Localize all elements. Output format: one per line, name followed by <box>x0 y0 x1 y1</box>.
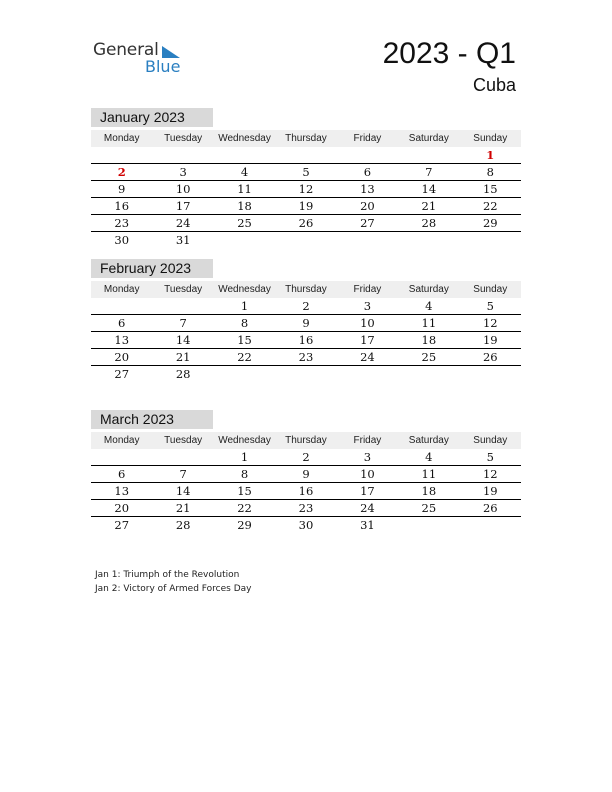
week-row <box>91 500 521 517</box>
day-cell: 6 <box>337 164 398 181</box>
day-cell: 23 <box>275 500 336 517</box>
day-cell <box>152 298 213 315</box>
day-cell: 7 <box>398 164 459 181</box>
week-row <box>91 517 521 534</box>
day-cell: 4 <box>214 164 275 181</box>
day-cell: 4 <box>398 449 459 466</box>
day-cell <box>152 147 213 164</box>
day-cell <box>460 517 521 534</box>
day-cell <box>460 366 521 383</box>
day-cell <box>214 147 275 164</box>
week-row <box>91 449 521 466</box>
weekday-header: Sunday <box>460 130 521 147</box>
weekday-header: Sunday <box>460 432 521 449</box>
day-cell <box>91 298 152 315</box>
day-cell: 22 <box>214 349 275 366</box>
weekday-header: Saturday <box>398 130 459 147</box>
day-cell: 12 <box>460 466 521 483</box>
day-cell <box>398 232 459 249</box>
day-cell: 27 <box>337 215 398 232</box>
day-cell: 9 <box>275 466 336 483</box>
day-cell: 16 <box>275 483 336 500</box>
day-cell: 19 <box>460 483 521 500</box>
weekday-header: Thursday <box>275 130 336 147</box>
day-cell <box>398 517 459 534</box>
day-cell: 17 <box>337 332 398 349</box>
week-row <box>91 181 521 198</box>
day-cell <box>152 449 213 466</box>
day-cell: 15 <box>214 483 275 500</box>
weekday-header: Wednesday <box>214 281 275 298</box>
day-cell: 21 <box>398 198 459 215</box>
day-cell: 21 <box>152 349 213 366</box>
day-cell: 5 <box>460 298 521 315</box>
day-cell: 18 <box>214 198 275 215</box>
day-cell: 24 <box>152 215 213 232</box>
weekday-header: Saturday <box>398 432 459 449</box>
day-cell: 25 <box>398 500 459 517</box>
day-cell: 4 <box>398 298 459 315</box>
day-cell: 1 <box>214 298 275 315</box>
day-cell <box>91 147 152 164</box>
week-row <box>91 483 521 500</box>
week-row <box>91 215 521 232</box>
month-label: March 2023 <box>91 410 213 429</box>
day-cell <box>398 147 459 164</box>
day-cell <box>337 147 398 164</box>
day-cell: 13 <box>337 181 398 198</box>
weekday-header: Monday <box>91 432 152 449</box>
weekday-header: Monday <box>91 130 152 147</box>
week-row <box>91 332 521 349</box>
weekday-header: Friday <box>337 281 398 298</box>
month-label: February 2023 <box>91 259 213 278</box>
day-cell: 14 <box>152 483 213 500</box>
day-cell: 6 <box>91 315 152 332</box>
day-cell: 29 <box>237 518 252 532</box>
day-cell: 20 <box>91 500 152 517</box>
month-label: January 2023 <box>91 108 213 127</box>
day-cell: 2 <box>91 164 152 181</box>
day-cell: 16 <box>275 332 336 349</box>
day-cell: 19 <box>460 332 521 349</box>
day-cell: 27 <box>114 518 130 532</box>
weekday-header: Thursday <box>275 432 336 449</box>
weekday-header: Thursday <box>275 281 336 298</box>
day-cell: 6 <box>91 466 152 483</box>
weekday-header: Wednesday <box>214 432 275 449</box>
week-row <box>91 366 521 383</box>
logo-blue-text: Blue <box>145 57 181 76</box>
day-cell: 11 <box>398 315 459 332</box>
day-cell: 12 <box>460 315 521 332</box>
day-cell: 13 <box>91 483 152 500</box>
day-cell: 9 <box>91 181 152 198</box>
week-row <box>91 164 521 181</box>
day-cell: 8 <box>214 466 275 483</box>
day-cell: 17 <box>152 198 213 215</box>
day-cell <box>275 147 336 164</box>
day-cell <box>91 449 152 466</box>
day-cell: 3 <box>152 164 213 181</box>
day-cell: 22 <box>460 198 521 215</box>
day-cell: 19 <box>275 198 336 215</box>
holiday-notes <box>95 569 251 596</box>
day-cell: 23 <box>91 215 152 232</box>
day-cell: 15 <box>460 181 521 198</box>
country-name: Cuba <box>472 75 516 95</box>
day-cell: 8 <box>214 315 275 332</box>
day-cell: 10 <box>152 181 213 198</box>
month-calendar-table <box>91 130 521 248</box>
day-cell: 16 <box>91 198 152 215</box>
day-cell: 20 <box>337 198 398 215</box>
day-cell <box>337 232 398 249</box>
holiday-note: Jan 1: Triumph of the Revolution <box>95 570 240 580</box>
weekday-header: Tuesday <box>152 130 213 147</box>
day-cell: 5 <box>275 164 336 181</box>
day-cell: 1 <box>214 449 275 466</box>
week-row <box>91 232 521 249</box>
day-cell: 8 <box>460 164 521 181</box>
weekday-header: Tuesday <box>152 432 213 449</box>
day-cell <box>275 366 336 383</box>
weekday-header: Tuesday <box>152 281 213 298</box>
day-cell: 21 <box>152 500 213 517</box>
day-cell: 22 <box>214 500 275 517</box>
month-block <box>91 410 521 533</box>
day-cell <box>460 232 521 249</box>
day-cell: 7 <box>152 466 213 483</box>
month-block <box>91 259 521 382</box>
day-cell: 2 <box>275 449 336 466</box>
day-cell: 31 <box>175 233 191 247</box>
day-cell: 28 <box>398 215 459 232</box>
day-cell <box>398 366 459 383</box>
day-cell: 3 <box>337 298 398 315</box>
day-cell: 13 <box>91 332 152 349</box>
day-cell: 25 <box>214 215 275 232</box>
day-cell: 31 <box>360 518 375 532</box>
day-cell: 30 <box>298 518 314 532</box>
week-row <box>91 349 521 366</box>
day-cell: 15 <box>214 332 275 349</box>
day-cell: 28 <box>175 367 191 381</box>
day-cell: 1 <box>460 147 521 164</box>
day-cell: 28 <box>175 518 191 532</box>
day-cell: 5 <box>460 449 521 466</box>
day-cell: 10 <box>337 315 398 332</box>
day-cell: 17 <box>337 483 398 500</box>
week-row <box>91 315 521 332</box>
weekday-header: Friday <box>337 432 398 449</box>
week-row <box>91 298 521 315</box>
day-cell: 18 <box>398 483 459 500</box>
day-cell: 7 <box>152 315 213 332</box>
day-cell: 2 <box>275 298 336 315</box>
day-cell: 24 <box>337 500 398 517</box>
day-cell: 14 <box>398 181 459 198</box>
day-cell <box>214 232 275 249</box>
weekday-header: Wednesday <box>214 130 275 147</box>
logo-general-text: General <box>93 40 159 60</box>
day-cell: 11 <box>214 181 275 198</box>
day-cell: 3 <box>337 449 398 466</box>
logo <box>93 40 193 80</box>
day-cell <box>275 232 336 249</box>
day-cell: 24 <box>337 349 398 366</box>
day-cell: 27 <box>114 367 130 381</box>
day-cell: 20 <box>91 349 152 366</box>
day-cell <box>337 366 398 383</box>
holiday-note: Jan 2: Victory of Armed Forces Day <box>95 583 252 594</box>
day-cell: 23 <box>275 349 336 366</box>
day-cell: 18 <box>398 332 459 349</box>
day-cell: 10 <box>337 466 398 483</box>
month-calendar-table <box>91 432 521 533</box>
day-cell: 9 <box>275 315 336 332</box>
weekday-header: Saturday <box>398 281 459 298</box>
day-cell: 14 <box>152 332 213 349</box>
day-cell: 26 <box>275 215 336 232</box>
week-row <box>91 466 521 483</box>
month-calendar-table <box>91 281 521 382</box>
weekday-header: Friday <box>337 130 398 147</box>
day-cell: 30 <box>114 233 130 247</box>
day-cell <box>214 366 275 383</box>
month-block <box>91 108 521 248</box>
weekday-header: Monday <box>91 281 152 298</box>
week-row <box>91 147 521 164</box>
day-cell: 11 <box>398 466 459 483</box>
day-cell: 26 <box>460 500 521 517</box>
week-row <box>91 198 521 215</box>
page-title: 2023 - Q1 <box>382 37 516 70</box>
day-cell: 26 <box>460 349 521 366</box>
day-cell: 25 <box>398 349 459 366</box>
weekday-header: Sunday <box>460 281 521 298</box>
day-cell: 29 <box>460 215 521 232</box>
day-cell: 12 <box>275 181 336 198</box>
